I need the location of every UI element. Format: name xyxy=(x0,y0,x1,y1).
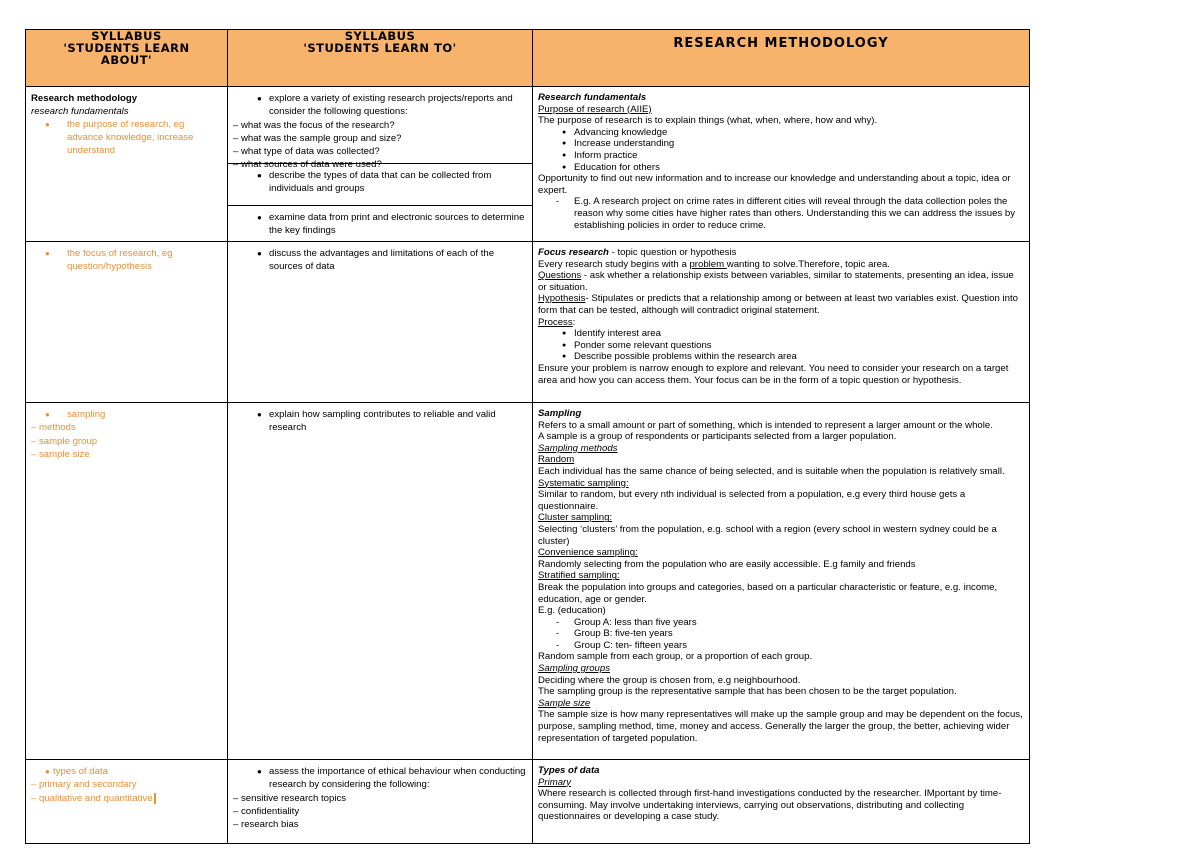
table-row xyxy=(26,87,1030,242)
list-item: ● sampling xyxy=(31,408,222,421)
list-item: ● describe the types of data that can be collected from individuals and groups xyxy=(233,169,527,196)
list-item: ● Advancing knowledge xyxy=(538,127,1024,139)
table-row xyxy=(26,242,1030,403)
list-item: ● examine data from print and electronic sources to determine the key findings xyxy=(233,211,527,238)
table-row xyxy=(26,760,1030,844)
list-item: ● Education for others xyxy=(538,162,1024,174)
learn-about-cell: Research methodology research fundamentals ● the purpose of research, eg advance knowledge, increase understand xyxy=(26,87,228,242)
learn-to-cell: ● explore a variety of existing research projects/reports and consider the following questions: – what was the focus of the research? – what was the sample group and size? – what type of data was collected? – what sources of data were used? ● describe the types of data that can be collected from individuals and groups ● examine data from print and electronic sources to determine the key findings xyxy=(228,87,533,242)
list-item: ● the focus of research, eg question/hypothesis xyxy=(31,247,222,273)
list-item: ● discuss the advantages and limitations of each of the sources of data xyxy=(233,247,527,274)
learn-about-cell: ● sampling – methods – sample group – sample size xyxy=(26,403,228,760)
learn-about-cell xyxy=(26,242,228,403)
learn-to-cell: ● assess the importance of ethical behaviour when conducting research by considering the following: – sensitive research topics – confidentiality – research bias xyxy=(228,760,533,844)
methodology-cell: Sampling Refers to a small amount or part of something, which is intended to represent a larger amount or the whole. A sample is a group of respondents or participants selected from a larger population. Sampling methods Random Each individual has the same chance of being selected, and is suitable when the population is relatively small. Systematic sampling: Similar to random, but every nth individual is selected from a population, e.g every third house gets a questionnaire. Cluster sampling: Selecting ‘clusters’ from the population, e.g. school with a region (every school in western sydney could be a cluster) Convenience sampling: Randomly selecting from the population who are easily accessible. E.g family and friends Stratified sampling: Break the population into groups and categories, based on a particular characteristic or feature, e.g. income, education, age or gender. E.g. (education) - Group A: less than five years - Group B: five-ten years - Group C: ten- fifteen years Random sample from each group, or a proportion of each group. Sampling groups Deciding where the group is chosen from, e.g neighbourhood. The sampling group is the representative sample that has been chosen to be the target population. Sample size The sample size is how many representatives will make up the sample group and may be dependent on the focus, purpose, sampling method, time, money and access. Generally the larger the group, the better, achieving wider representation of targeted population. xyxy=(533,403,1030,760)
syllabus-table xyxy=(25,29,1030,844)
header-learn-to: SYLLABUS 'STUDENTS LEARN TO' xyxy=(228,30,533,87)
list-item: ● the purpose of research, eg advance knowledge, increase understand xyxy=(31,118,222,157)
list-item: ● Ponder some relevant questions xyxy=(538,340,1024,352)
list-item: ● explain how sampling contributes to reliable and valid research xyxy=(233,408,527,435)
list-item: ● types of data xyxy=(31,765,222,778)
table-row xyxy=(26,403,1030,760)
learn-to-cell xyxy=(228,242,533,403)
list-item: ● explore a variety of existing research projects/reports and consider the following questions: xyxy=(233,92,527,119)
learn-to-cell xyxy=(228,403,533,760)
header-research-methodology: RESEARCH METHODOLOGY xyxy=(533,30,1030,87)
learn-about-cell: ● types of data – primary and secondary – qualitative and quantitative xyxy=(26,760,228,844)
list-item: ● Identify interest area xyxy=(538,328,1024,340)
list-item: ● assess the importance of ethical behaviour when conducting research by considering the following: xyxy=(233,765,527,792)
methodology-cell: Types of data Primary Where research is collected through first-hand investigations conducted by the researcher. IMportant by time-consuming. May involve undertaking interviews, carrying out observations, distributing and collecting questionnaires or developing a case study. xyxy=(533,760,1030,844)
text-cursor xyxy=(154,793,156,804)
methodology-cell: Research fundamentals Purpose of research (AIIE) The purpose of research is to explain things (what, when, where, how and why). ● Advancing knowledge ● Increase understanding ● Inform practice ● Education for others Opportunity to find out new information and to increase our knowledge and understanding about a topic, idea or expert. - E.g. A research project on crime rates in different cities will reveal through the data collection poles the reason why some cities have higher rates than others. Understanding this we can address the issues by establishing policies in order to reduce crime. xyxy=(533,87,1030,242)
list-item: ● Describe possible problems within the research area xyxy=(538,351,1024,363)
list-item: - Group A: less than five years xyxy=(538,617,1024,629)
header-learn-about: SYLLABUS 'STUDENTS LEARN ABOUT' xyxy=(26,30,228,87)
list-item: ● Increase understanding xyxy=(538,138,1024,150)
list-item: - Group C: ten- fifteen years xyxy=(538,640,1024,652)
methodology-cell: Focus research - topic question or hypothesis Every research study begins with a problem wanting to solve.Therefore, topic area. Questions - ask whether a relationship exists between variables, similar to statements, presenting an idea, issue or situation. Hypothesis- Stipulates or predicts that a relationship among or between at least two variables exist. Question into form that can be tested, although will contradict original statement. Process: ● Identify interest area ● Ponder some relevant questions ● Describe possible problems within the research area Ensure your problem is narrow enough to explore and relevant. You need to consider your research on a target area and how you can access them. Your focus can be in the form of a topic question or hypothesis. xyxy=(533,242,1030,403)
list-item: - E.g. A research project on crime rates in different cities will reveal through the data collection poles the reason why some cities have higher rates than others. Understanding this we can address the issues by establishing policies in order to reduce crime. xyxy=(538,196,1024,231)
list-item: - Group B: five-ten years xyxy=(538,628,1024,640)
header-row xyxy=(26,30,1030,87)
list-item: ● Inform practice xyxy=(538,150,1024,162)
